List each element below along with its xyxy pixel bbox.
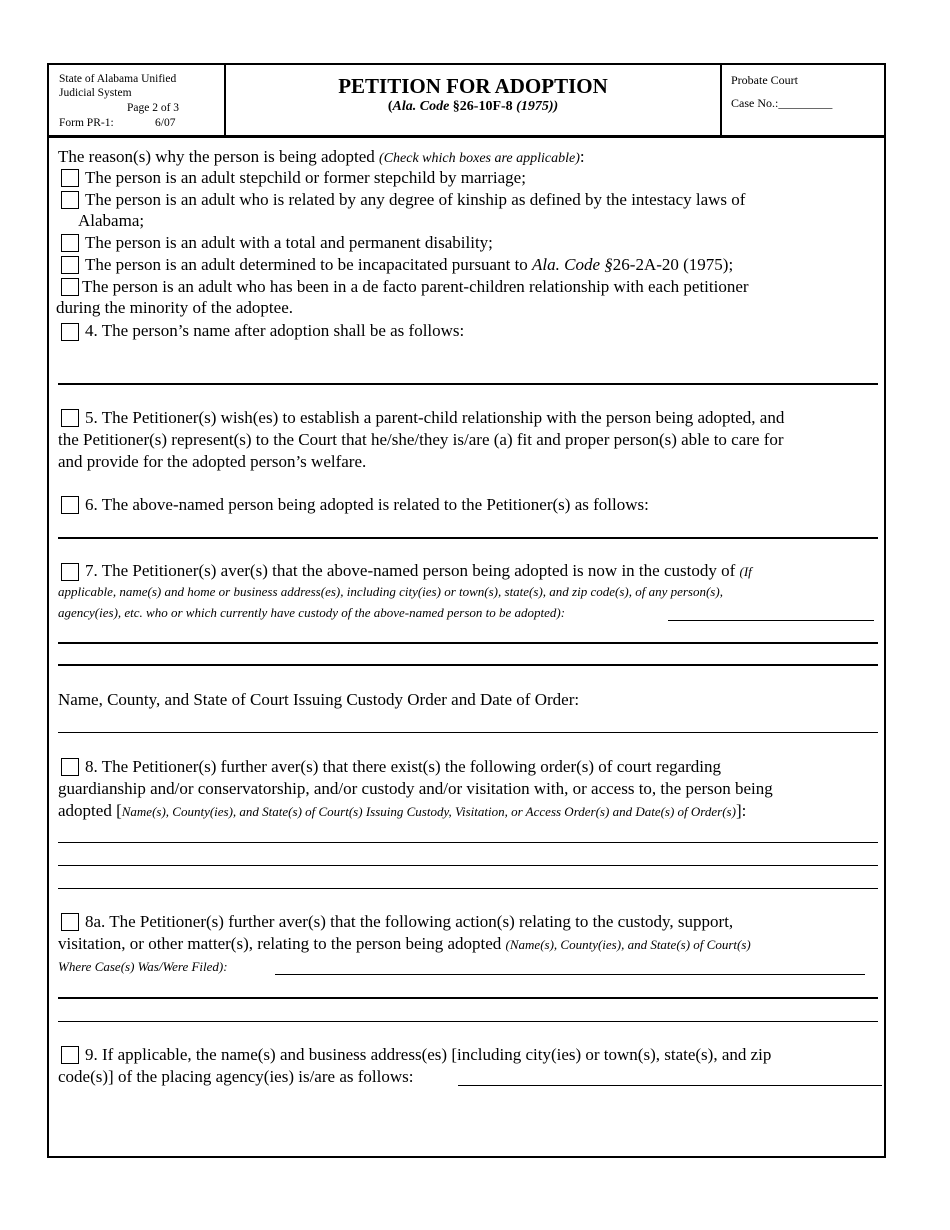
- section-7-hint: (If: [739, 564, 752, 579]
- section-8a-inline-answer[interactable]: [275, 974, 865, 975]
- section-8a-answer-line-2[interactable]: [58, 1021, 878, 1022]
- section-8-answer-line-3[interactable]: [58, 888, 878, 889]
- reason-de-facto-label: The person is an adult who has been in a de facto parent-children relationship with each petitioner: [82, 277, 749, 296]
- section-7-inline-answer[interactable]: [668, 620, 874, 621]
- section-9-inline-answer[interactable]: [458, 1085, 882, 1086]
- reason-disability-label: The person is an adult with a total and permanent disability;: [85, 233, 493, 252]
- section-8-answer-line-2[interactable]: [58, 865, 878, 866]
- section-7-answer-line-1[interactable]: [58, 642, 878, 644]
- section-9-line2: code(s)] of the placing agency(ies) is/are as follows:: [58, 1067, 414, 1086]
- section-8-answer-line-1[interactable]: [58, 842, 878, 843]
- petition-form: [47, 63, 886, 1158]
- form-title: PETITION FOR ADOPTION: [338, 74, 608, 98]
- section-9-checkbox[interactable]: [61, 1046, 79, 1064]
- subtitle-section: §26-10F-8: [449, 99, 517, 114]
- section-8-line3: [58, 801, 746, 822]
- form-subtitle: [226, 99, 720, 115]
- section-8a-line2: [58, 934, 751, 955]
- section-8-line2: guardianship and/or conservatorship, and/or custody and/or visitation with, or access to, the person being: [58, 779, 773, 798]
- section-8a-text: visitation, or other matter(s), relating to the person being adopted: [58, 934, 506, 953]
- system-name-line2: Judicial System: [59, 87, 132, 99]
- custody-order-answer-line[interactable]: [58, 732, 878, 733]
- reasons-intro-hint: (Check which boxes are applicable): [379, 151, 580, 166]
- reason-incapacitated-text: The person is an adult determined to be incapacitated pursuant to: [85, 255, 533, 274]
- reasons-intro-colon: :: [579, 147, 585, 166]
- section-8-end: ]:: [735, 801, 747, 820]
- reason-stepchild-label: The person is an adult stepchild or former stepchild by marriage;: [85, 168, 526, 187]
- section-8a-hint: (Name(s), County(ies), and State(s) of Court(s): [505, 937, 751, 952]
- subtitle-paren: (: [387, 99, 393, 114]
- section-8-text: adopted [: [58, 801, 122, 820]
- section-8a-line3: Where Case(s) Was/Were Filed):: [58, 959, 228, 974]
- reason-incapacitated-checkbox[interactable]: [61, 256, 79, 274]
- section-8-hint: Name(s), County(ies), and State(s) of Court(s) Issuing Custody, Visitation, or Access Order(s) and Date(s) of Order(s): [121, 804, 736, 819]
- reason-de-facto-checkbox[interactable]: [61, 278, 79, 296]
- header-court-system: [49, 65, 226, 135]
- form-header: [49, 65, 884, 138]
- section-4-checkbox[interactable]: [61, 323, 79, 341]
- custody-order-label: Name, County, and State of Court Issuing Custody Order and Date of Order:: [58, 690, 580, 709]
- section-6-checkbox[interactable]: [61, 496, 79, 514]
- section-6-label: 6. The above-named person being adopted is related to the Petitioner(s) as follows:: [85, 495, 649, 514]
- reason-de-facto-label-cont: during the minority of the adoptee.: [56, 298, 293, 317]
- header-court-cell: [720, 65, 886, 135]
- section-8-checkbox[interactable]: [61, 758, 79, 776]
- reason-incapacitated-cite: Ala. Code §: [532, 255, 613, 274]
- reason-incapacitated-label: [85, 255, 733, 275]
- system-name-line1: State of Alabama Unified: [59, 73, 177, 85]
- reason-kinship-checkbox[interactable]: [61, 191, 79, 209]
- section-4-label: 4. The person’s name after adoption shall be as follows:: [85, 321, 465, 340]
- section-7-line2: applicable, name(s) and home or business address(es), including city(ies) or town(s), state(s), and zip code(s), of any person(s),: [58, 584, 723, 599]
- subtitle-year: (1975)): [516, 99, 559, 114]
- section-8a-line1: 8a. The Petitioner(s) further aver(s) that the following action(s) relating to the custody, support,: [85, 912, 734, 931]
- subtitle-cite: Ala. Code: [392, 99, 450, 114]
- reasons-intro: [58, 147, 585, 169]
- reason-incapacitated-code: 26-2A-20 (1975);: [612, 255, 734, 274]
- section-7-line3: agency(ies), etc. who or which currently have custody of the above-named person to be adopted):: [58, 605, 566, 620]
- reason-stepchild-checkbox[interactable]: [61, 169, 79, 187]
- header-title-cell: [226, 65, 720, 135]
- form-date: 6/07: [155, 117, 176, 129]
- section-5-checkbox[interactable]: [61, 409, 79, 427]
- form-id: Form PR-1:: [59, 117, 114, 129]
- section-8a-checkbox[interactable]: [61, 913, 79, 931]
- page-number: Page 2 of 3: [127, 102, 180, 114]
- section-7-text: 7. The Petitioner(s) aver(s) that the above-named person being adopted is now in the custody of: [85, 561, 740, 580]
- section-7-checkbox[interactable]: [61, 563, 79, 581]
- section-8a-answer-line-1[interactable]: [58, 997, 878, 999]
- reason-kinship-label: The person is an adult who is related by any degree of kinship as defined by the intestacy laws of: [85, 190, 746, 209]
- section-5-line3: and provide for the adopted person’s welfare.: [58, 452, 367, 471]
- section-9-line1: 9. If applicable, the name(s) and business address(es) [including city(ies) or town(s), state(s), and zip: [85, 1045, 772, 1064]
- court-name: Probate Court: [731, 73, 798, 87]
- reason-disability-checkbox[interactable]: [61, 234, 79, 252]
- section-4-answer-line[interactable]: [58, 383, 878, 385]
- section-6-answer-line[interactable]: [58, 537, 878, 539]
- case-number-field[interactable]: Case No.:_________: [731, 96, 833, 110]
- section-5-line1: 5. The Petitioner(s) wish(es) to establish a parent-child relationship with the person being adopted, and: [85, 408, 785, 427]
- reason-kinship-label-cont: Alabama;: [78, 211, 145, 230]
- section-5-line2: the Petitioner(s) represent(s) to the Court that he/she/they is/are (a) fit and proper person(s) able to care for: [58, 430, 784, 449]
- section-8-line1: 8. The Petitioner(s) further aver(s) that there exist(s) the following order(s) of court regarding: [85, 757, 722, 776]
- reasons-intro-text: The reason(s) why the person is being adopted: [58, 147, 380, 166]
- section-7-answer-line-2[interactable]: [58, 664, 878, 666]
- section-7-line1: [85, 561, 752, 582]
